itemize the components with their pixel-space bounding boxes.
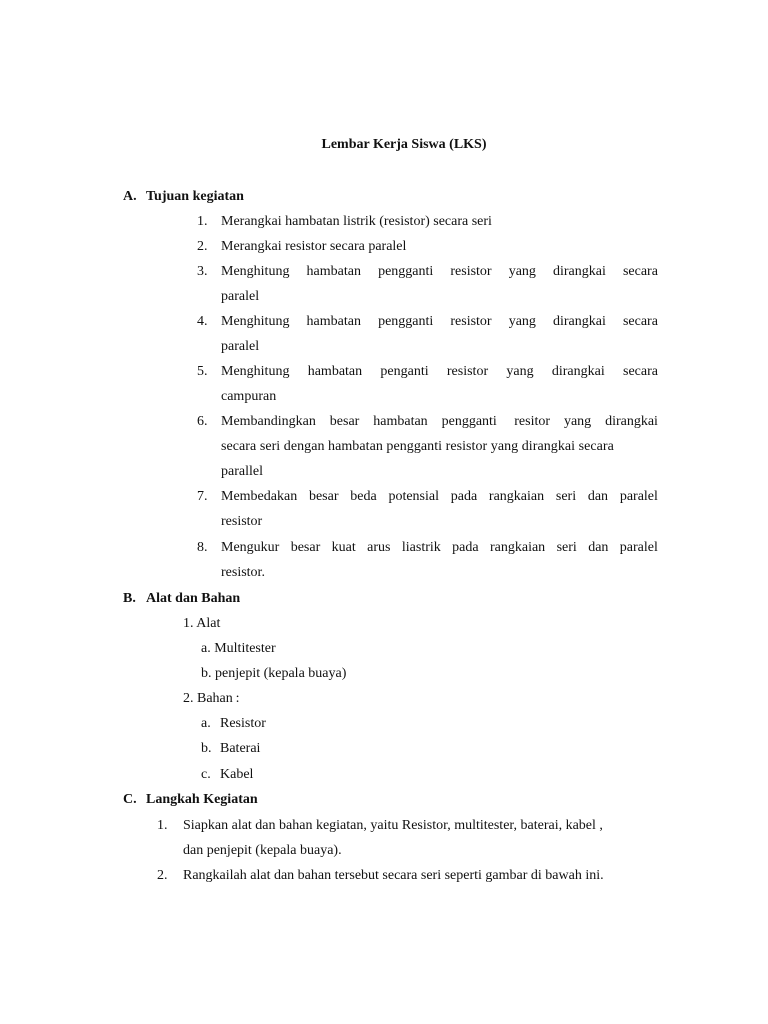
- word: resistor: [450, 264, 492, 279]
- list-item-number: 2.: [197, 239, 208, 254]
- word: penganti: [380, 364, 429, 379]
- word: yang: [506, 364, 534, 379]
- word: hambatan: [306, 264, 361, 279]
- word: besar: [308, 489, 339, 504]
- word: potensial: [388, 489, 439, 504]
- word: seri: [556, 540, 577, 555]
- word: dirangkai: [553, 264, 606, 279]
- word: pengganti: [441, 414, 501, 429]
- list-item: Resistor: [220, 716, 266, 731]
- word: secara: [622, 264, 658, 279]
- word: besar: [329, 414, 360, 429]
- word: yang: [563, 414, 592, 429]
- list-item: [221, 540, 658, 556]
- word: dan: [587, 489, 609, 504]
- list-item: Merangkai hambatan listrik (resistor) secara seri: [221, 214, 492, 229]
- word: liastrik: [401, 540, 441, 555]
- list-item-number: 8.: [197, 540, 208, 555]
- list-item-number: 1.: [157, 818, 168, 833]
- list-item-number: 7.: [197, 489, 208, 504]
- list-item: Baterai: [220, 741, 261, 756]
- word: dirangkai: [553, 314, 606, 329]
- word: yang: [508, 264, 536, 279]
- list-item-letter: a.: [201, 716, 211, 731]
- page-title: Lembar Kerja Siswa (LKS): [321, 137, 487, 152]
- word: resistor: [450, 314, 492, 329]
- section-c-letter: C.: [123, 792, 137, 807]
- list-item-continuation: dan penjepit (kepala buaya).: [183, 843, 342, 858]
- word: hambatan: [307, 364, 363, 379]
- word: beda: [350, 489, 377, 504]
- list-item: Siapkan alat dan bahan kegiatan, yaitu Resistor, multitester, baterai, kabel ,: [183, 818, 603, 833]
- section-c-heading: Langkah Kegiatan: [146, 792, 258, 807]
- word: Mengukur: [221, 540, 280, 555]
- list-item-number: 5.: [197, 364, 208, 379]
- section-a-letter: A.: [123, 189, 137, 204]
- word: Membedakan: [221, 489, 298, 504]
- word: resitor: [514, 414, 551, 429]
- list-item-continuation: paralel: [221, 339, 260, 354]
- word: dirangkai: [551, 364, 605, 379]
- list-item-continuation: campuran: [221, 389, 277, 404]
- bahan-label: 2. Bahan :: [183, 691, 240, 706]
- section-b-letter: B.: [123, 591, 136, 606]
- list-item: Kabel: [220, 767, 254, 782]
- alat-label: 1. Alat: [183, 616, 221, 631]
- word: secara: [623, 364, 658, 379]
- word: dirangkai: [605, 414, 658, 429]
- list-item: [221, 489, 658, 505]
- word: Membandingkan: [221, 414, 316, 429]
- word: rangkaian: [488, 489, 545, 504]
- word: rangkaian: [489, 540, 546, 555]
- list-item: [221, 414, 658, 430]
- list-item-number: 4.: [197, 314, 208, 329]
- list-item-number: 2.: [157, 868, 168, 883]
- list-item: [221, 264, 658, 280]
- word: seri: [555, 489, 577, 504]
- word: arus: [367, 540, 391, 555]
- list-item-letter: b.: [201, 741, 212, 756]
- list-item: Merangkai resistor secara paralel: [221, 239, 407, 254]
- word: pengganti: [378, 264, 434, 279]
- list-item-letter: c.: [201, 767, 211, 782]
- list-item: b. penjepit (kepala buaya): [201, 666, 347, 681]
- list-item: Rangkailah alat dan bahan tersebut secara seri seperti gambar di bawah ini.: [183, 868, 604, 883]
- word: kuat: [331, 540, 356, 555]
- list-item-continuation: secara seri dengan hambatan pengganti resistor yang dirangkai secara: [221, 439, 614, 454]
- word: pada: [450, 489, 478, 504]
- list-item: [221, 364, 658, 380]
- list-item-continuation: resistor.: [221, 565, 265, 580]
- list-item-number: 1.: [197, 214, 208, 229]
- list-item-number: 3.: [197, 264, 208, 279]
- word: Menghitung: [221, 264, 290, 279]
- word: resistor: [446, 364, 489, 379]
- word: dan: [588, 540, 609, 555]
- word: pengganti: [378, 314, 434, 329]
- list-item-continuation: parallel: [221, 464, 263, 479]
- word: besar: [290, 540, 321, 555]
- word: paralel: [619, 489, 658, 504]
- list-item-number: 6.: [197, 414, 208, 429]
- word: hambatan: [373, 414, 428, 429]
- list-item: [221, 314, 658, 330]
- list-item: a. Multitester: [201, 641, 276, 656]
- word: secara: [622, 314, 658, 329]
- list-item-continuation: paralel: [221, 289, 260, 304]
- list-item-continuation: resistor: [221, 514, 263, 529]
- section-b-heading: Alat dan Bahan: [146, 591, 241, 606]
- word: hambatan: [306, 314, 361, 329]
- word: pada: [452, 540, 479, 555]
- word: Menghitung: [221, 364, 290, 379]
- word: paralel: [619, 540, 658, 555]
- word: Menghitung: [221, 314, 290, 329]
- word: yang: [508, 314, 536, 329]
- section-a-heading: Tujuan kegiatan: [146, 189, 244, 204]
